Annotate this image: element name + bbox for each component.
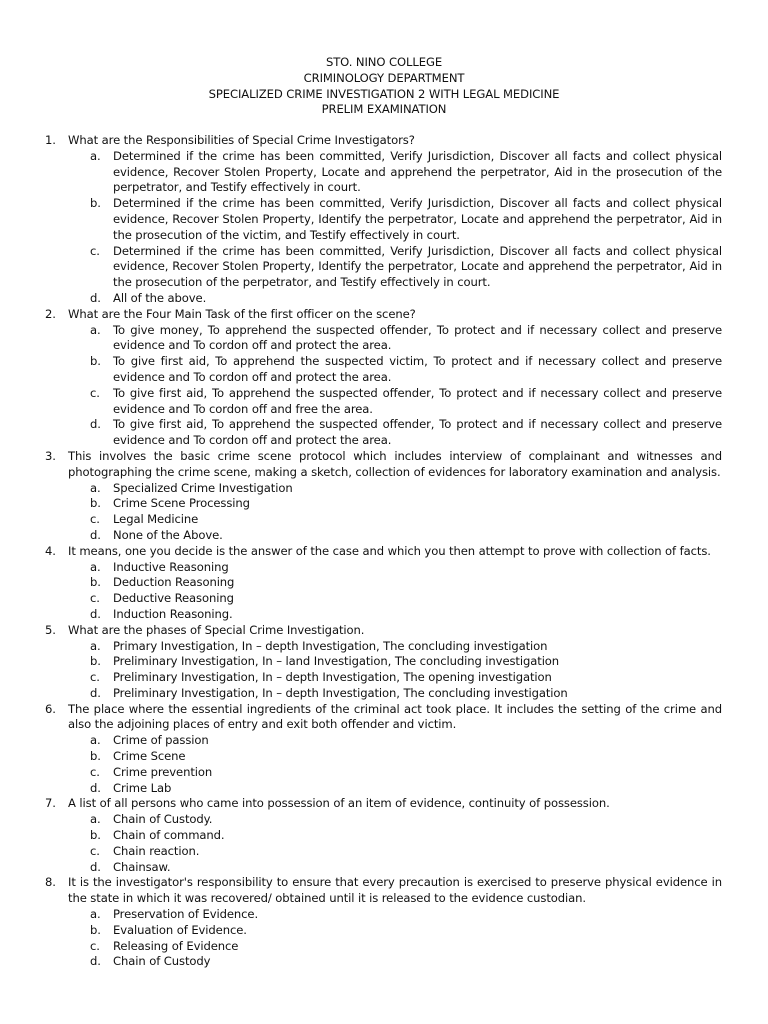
option-letter: d. bbox=[90, 606, 101, 621]
answer-option bbox=[40, 512, 722, 528]
option-text: To give first aid, To apprehend the suspected victim, To protect and if necessary collect and preserve evidence and To cordon off and protect the area. bbox=[113, 354, 722, 384]
question-text: A list of all persons who came into possession of an item of evidence, continuity of possession. bbox=[68, 796, 610, 811]
option-letter: c. bbox=[90, 385, 100, 400]
option-letter: d. bbox=[90, 417, 101, 432]
option-text: Preliminary Investigation, In – depth Investigation, The opening investigation bbox=[113, 670, 552, 685]
option-letter: c. bbox=[90, 938, 100, 953]
option-text: To give money, To apprehend the suspected offender, To protect and if necessary collect and preserve evidence and To cordon off and protect the area. bbox=[113, 322, 722, 353]
question-item bbox=[40, 875, 722, 907]
question-number: 8. bbox=[45, 875, 56, 890]
option-text: Inductive Reasoning bbox=[113, 559, 229, 574]
option-text: Preservation of Evidence. bbox=[113, 907, 259, 922]
question-item bbox=[40, 796, 722, 812]
option-text: Primary Investigation, In – depth Investigation, The concluding investigation bbox=[113, 638, 548, 653]
answer-option bbox=[40, 781, 722, 797]
option-text: Preliminary Investigation, In – depth Investigation, The concluding investigation bbox=[113, 685, 568, 700]
option-letter: b. bbox=[90, 922, 101, 937]
question-item bbox=[40, 133, 722, 149]
option-text: Preliminary Investigation, In – land Investigation, The concluding investigation bbox=[113, 654, 560, 669]
option-letter: a. bbox=[90, 812, 101, 827]
exam-title: PRELIM EXAMINATION bbox=[321, 102, 447, 117]
answer-option bbox=[40, 812, 722, 828]
document-header bbox=[0, 55, 768, 118]
question-number: 4. bbox=[45, 543, 56, 558]
answer-option bbox=[40, 575, 722, 591]
option-letter: c. bbox=[90, 591, 100, 606]
option-letter: a. bbox=[90, 322, 101, 337]
question-text: It is the investigator's responsibility to ensure that every precaution is exercised to preserve physical evidence in the state in which it was recovered/ obtained until it is released to the evidence custodian. bbox=[68, 875, 722, 906]
answer-option bbox=[40, 560, 722, 576]
option-letter: d. bbox=[90, 780, 101, 795]
answer-option bbox=[40, 828, 722, 844]
answer-option bbox=[40, 591, 722, 607]
option-letter: a. bbox=[90, 638, 101, 653]
option-text: Evaluation of Evidence. bbox=[113, 922, 247, 937]
option-text: Determined if the crime has been committed, Verify Jurisdiction, Discover all facts and collect physical evidence, Recover Stolen Property, Locate and apprehend the perpetrator, Aid in the prosecution of the perpetrator, and Testify effectively in court. bbox=[113, 148, 722, 195]
answer-option bbox=[40, 244, 722, 291]
answer-option bbox=[40, 654, 722, 670]
option-letter: a. bbox=[90, 559, 101, 574]
option-letter: b. bbox=[90, 828, 101, 843]
option-letter: c. bbox=[90, 512, 100, 527]
answer-option bbox=[40, 386, 722, 418]
option-letter: a. bbox=[90, 733, 101, 748]
answer-option bbox=[40, 954, 722, 970]
option-text: Legal Medicine bbox=[113, 512, 199, 527]
question-item bbox=[40, 544, 722, 560]
option-text: Deduction Reasoning bbox=[113, 575, 235, 590]
question-text: What are the Responsibilities of Special Crime Investigators? bbox=[68, 133, 415, 147]
answer-option bbox=[40, 923, 722, 939]
option-letter: c. bbox=[90, 843, 100, 858]
school-name: STO. NINO COLLEGE bbox=[325, 55, 443, 69]
answer-option bbox=[40, 844, 722, 860]
option-letter: b. bbox=[90, 749, 101, 764]
option-text: Induction Reasoning. bbox=[113, 606, 233, 621]
option-text: Crime Scene Processing bbox=[113, 496, 250, 511]
option-letter: b. bbox=[90, 354, 101, 369]
answer-option bbox=[40, 149, 722, 196]
option-text: Specialized Crime Investigation bbox=[113, 480, 293, 495]
answer-option bbox=[40, 749, 722, 765]
option-text: All of the above. bbox=[113, 290, 207, 305]
question-number: 5. bbox=[45, 622, 56, 637]
department-name: CRIMINOLOGY DEPARTMENT bbox=[303, 70, 465, 85]
question-number: 2. bbox=[45, 306, 56, 321]
option-letter: c. bbox=[90, 670, 100, 685]
answer-option bbox=[40, 607, 722, 623]
option-text: Crime of passion bbox=[113, 733, 209, 748]
option-letter: b. bbox=[90, 654, 101, 669]
answer-option bbox=[40, 291, 722, 307]
answer-option bbox=[40, 939, 722, 955]
answer-option bbox=[40, 496, 722, 512]
option-text: Crime prevention bbox=[113, 764, 213, 779]
option-text: Determined if the crime has been committed, Verify Jurisdiction, Discover all facts and collect physical evidence, Recover Stolen Property, Identify the perpetrator, Locate and apprehend the perpetrator, Aid in the prosecution of the perpetrator, and Testify effectively in court. bbox=[113, 243, 722, 290]
option-text: Deductive Reasoning bbox=[113, 591, 234, 606]
option-letter: d. bbox=[90, 954, 101, 969]
answer-option bbox=[40, 670, 722, 686]
answer-option bbox=[40, 860, 722, 876]
question-text: It means, one you decide is the answer of the case and which you then attempt to prove with collection of facts. bbox=[68, 543, 711, 558]
option-text: Chain of Custody bbox=[113, 954, 211, 969]
option-letter: d. bbox=[90, 527, 101, 542]
option-text: None of the Above. bbox=[113, 527, 223, 542]
option-text: Chain of command. bbox=[113, 828, 225, 843]
option-text: Crime Lab bbox=[113, 780, 172, 795]
answer-option bbox=[40, 639, 722, 655]
question-item bbox=[40, 623, 722, 639]
option-letter: a. bbox=[90, 148, 101, 163]
option-letter: b. bbox=[90, 496, 101, 511]
question-text: This involves the basic crime scene protocol which includes interview of complainant and witnesses and photographing the crime scene, making a sketch, collection of evidences for laboratory examination and analysis. bbox=[68, 448, 722, 479]
option-text: Crime Scene bbox=[113, 749, 186, 764]
option-letter: b. bbox=[90, 575, 101, 590]
answer-option bbox=[40, 323, 722, 355]
answer-option bbox=[40, 196, 722, 243]
answer-option bbox=[40, 481, 722, 497]
option-letter: d. bbox=[90, 859, 101, 874]
answer-option bbox=[40, 417, 722, 449]
question-text: What are the phases of Special Crime Investigation. bbox=[68, 622, 365, 637]
option-letter: b. bbox=[90, 196, 101, 211]
course-title: SPECIALIZED CRIME INVESTIGATION 2 WITH LEGAL MEDICINE bbox=[208, 86, 560, 101]
option-text: Chainsaw. bbox=[113, 859, 171, 874]
option-text: Determined if the crime has been committed, Verify Jurisdiction, Discover all facts and collect physical evidence, Recover Stolen Property, Identify the perpetrator, Locate and apprehend the perpetrator, Aid in the prosecution of the victim, and Testify effectively in court. bbox=[113, 196, 722, 242]
answer-option bbox=[40, 733, 722, 749]
answer-option bbox=[40, 765, 722, 781]
question-number: 1. bbox=[45, 133, 56, 147]
answer-option bbox=[40, 354, 722, 386]
question-number: 3. bbox=[45, 448, 56, 463]
option-letter: a. bbox=[90, 480, 101, 495]
answer-option bbox=[40, 528, 722, 544]
option-letter: d. bbox=[90, 290, 101, 305]
option-text: To give first aid, To apprehend the suspected offender, To protect and if necessary collect and preserve evidence and To cordon off and free the area. bbox=[113, 385, 722, 416]
answer-option bbox=[40, 686, 722, 702]
option-letter: c. bbox=[90, 243, 100, 258]
question-item bbox=[40, 307, 722, 323]
question-text: What are the Four Main Task of the first officer on the scene? bbox=[68, 306, 416, 321]
option-letter: d. bbox=[90, 685, 101, 700]
question-number: 7. bbox=[45, 796, 56, 811]
option-text: Releasing of Evidence bbox=[113, 938, 239, 953]
option-text: Chain reaction. bbox=[113, 843, 200, 858]
question-text: The place where the essential ingredients of the criminal act took place. It includes the setting of the crime and also the adjoining places of entry and exit both offender and victim. bbox=[68, 701, 722, 732]
question-list bbox=[40, 133, 722, 970]
option-text: To give first aid, To apprehend the suspected offender, To protect and if necessary collect and preserve evidence and To cordon off and protect the area. bbox=[113, 417, 722, 448]
answer-option bbox=[40, 907, 722, 923]
option-letter: c. bbox=[90, 764, 100, 779]
question-item bbox=[40, 449, 722, 481]
question-item bbox=[40, 702, 722, 734]
option-text: Chain of Custody. bbox=[113, 812, 213, 827]
option-letter: a. bbox=[90, 907, 101, 922]
question-number: 6. bbox=[45, 701, 56, 716]
